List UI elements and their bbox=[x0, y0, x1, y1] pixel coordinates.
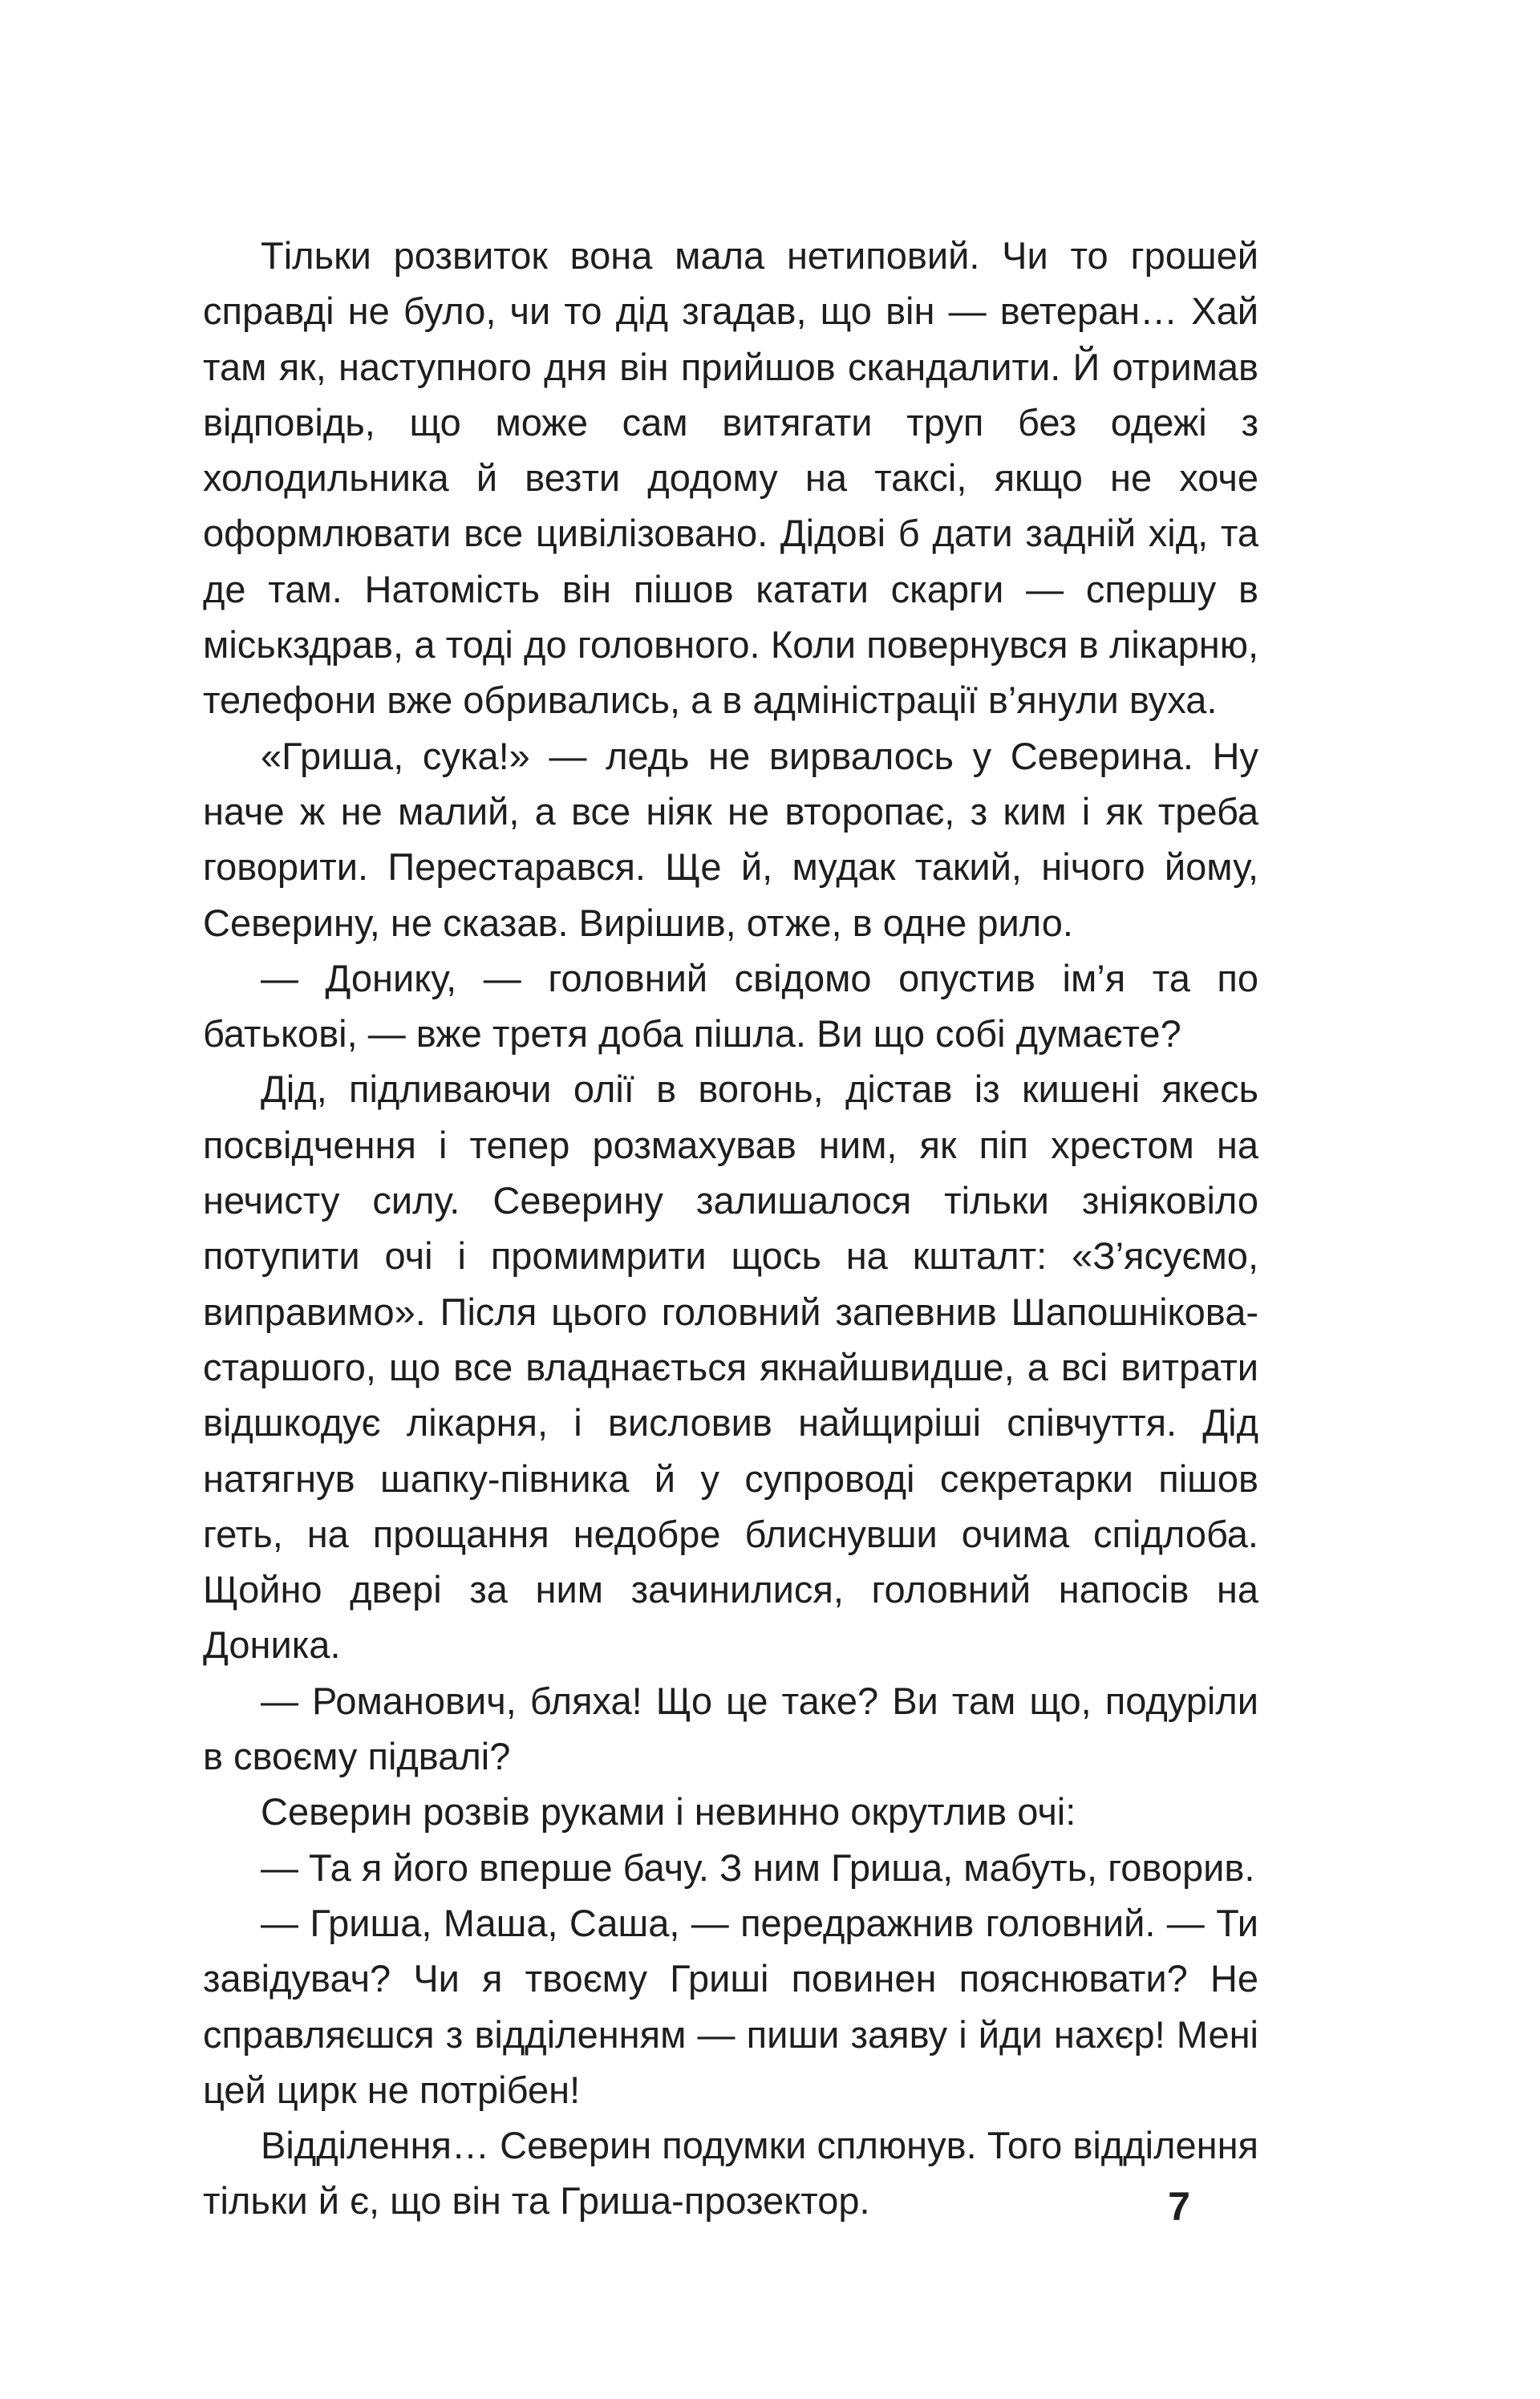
body-text bbox=[203, 228, 1258, 2229]
paragraph: Тільки розвиток вона мала нетиповий. Чи то грошей справді не було, чи то дід згадав, що він — ветеран… Хай там як, наступного дня він прийшов скандалити. Й отримав відповідь, що може сам витягати труп без одежі з холодильника й везти додому на таксі, якщо не хоче оформлювати все цивілізовано. Дідові б дати задній хід, та де там. Натомість він пішов катати скарги — спершу в міськздрав, а тоді до головного. Коли повернувся в лікарню, телефони вже обривались, а в адміністрації в’янули вуха. bbox=[203, 234, 1258, 722]
paragraph: — Романович, бляха! Що це таке? Ви там що, подуріли в своєму підвалі? bbox=[203, 1679, 1258, 1778]
page-number: 7 bbox=[1168, 2184, 1190, 2229]
paragraph: — Та я його вперше бачу. З ним Гриша, мабуть, говорив. bbox=[261, 1846, 1255, 1889]
paragraph: Дід, підливаючи олії в вогонь, дістав із кишені якесь посвідчення і тепер розмахував ним, як піп хрестом на нечисту силу. Северину залишалося тільки зніяковіло потупити очі і промимрити щось на кшталт: «З’ясуємо, виправимо». Після цього головний запевнив Шапошнікова-старшого, що все владнається якнайшвидше, а всі витрати відшкодує лікарня, і висловив найщиріші співчуття. Дід натягнув шапку-півника й у супроводі секретарки пішов геть, на прощання недобре блиснувши очима спідлоба. Щойно двері за ним зачинилися, головний напосів на Доника. bbox=[203, 1068, 1258, 1667]
paragraph: Відділення… Северин подумки сплюнув. Того відділення тільки й є, що він та Гриша-прозектор. bbox=[203, 2124, 1258, 2223]
paragraph: «Гриша, сука!» — ледь не вирвалось у Северина. Ну наче ж не малий, а все ніяк не второпає, з ким і як треба говорити. Перестарався. Ще й, мудак такий, нічого йому, Северину, не сказав. Вирішив, отже, в одне рило. bbox=[203, 734, 1258, 944]
paragraph: — Донику, — головний свідомо опустив ім’я та по батькові, — вже третя доба пішла. Ви що собі думаєте? bbox=[203, 956, 1258, 1056]
paragraph: Северин розвів руками і невинно окрутлив очі: bbox=[261, 1790, 1076, 1834]
paragraph: — Гриша, Маша, Саша, — передражнив головний. — Ти завідувач? Чи я твоєму Гриші повинен пояснювати? Не справляєшся з відділенням — пиши заяву і йди нахєр! Мені цей цирк не потрібен! bbox=[203, 1901, 1258, 2111]
